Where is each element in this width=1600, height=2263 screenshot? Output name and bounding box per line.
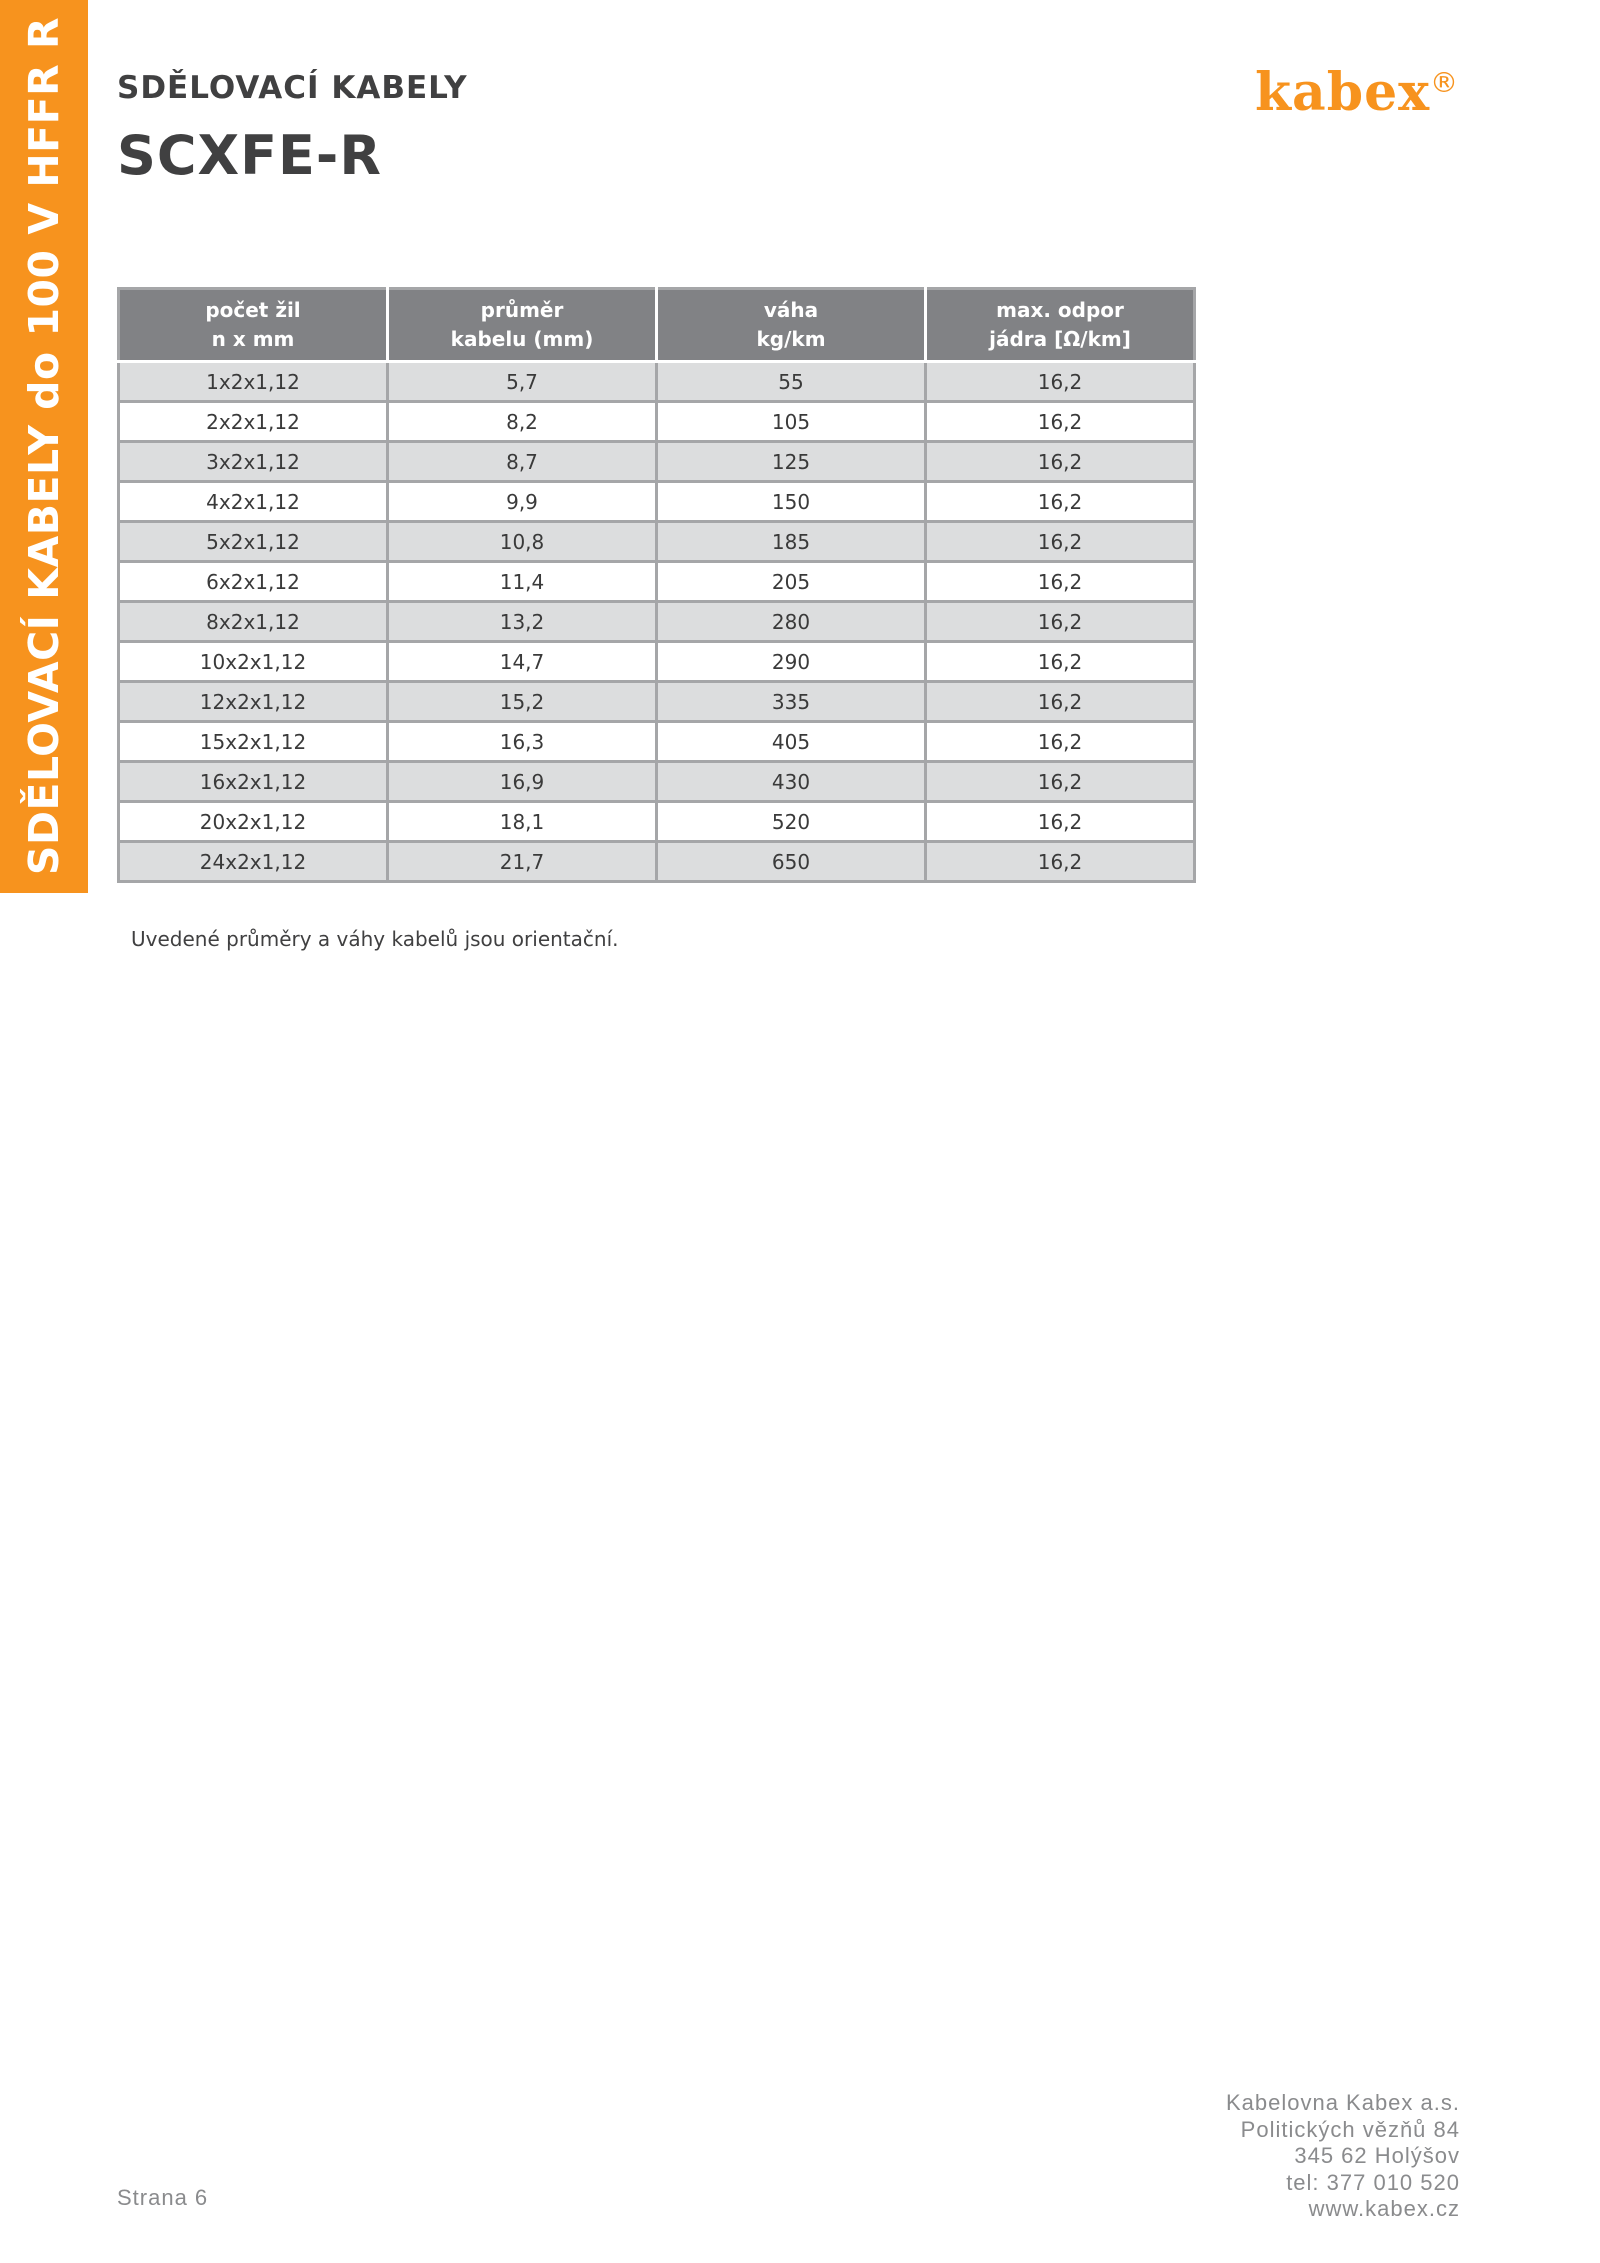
category-title: SDĚLOVACÍ KABELY	[117, 70, 468, 106]
header-diameter: průměr kabelu (mm)	[388, 289, 657, 362]
cell-weight: 125	[657, 442, 926, 482]
cell-resistance: 16,2	[926, 762, 1195, 802]
cell-resistance: 16,2	[926, 402, 1195, 442]
address-company: Kabelovna Kabex a.s.	[1225, 2090, 1460, 2115]
cell-weight: 405	[657, 722, 926, 762]
address-phone: tel: 377 010 520	[1286, 2169, 1460, 2195]
table-row	[119, 802, 1195, 842]
cell-resistance: 16,2	[926, 482, 1195, 522]
table-row	[119, 362, 1195, 402]
cell-weight: 280	[657, 602, 926, 642]
header-resistance: max. odpor jádra [Ω/km]	[926, 289, 1195, 362]
address-website[interactable]: www.kabex.cz	[1308, 2196, 1460, 2221]
sidebar-tab	[0, 0, 88, 893]
cell-cores: 12x2x1,12	[119, 682, 388, 722]
cell-cores: 4x2x1,12	[119, 482, 388, 522]
cell-cores: 20x2x1,12	[119, 802, 388, 842]
table-row	[119, 642, 1195, 682]
table-row	[119, 522, 1195, 562]
cell-diameter: 8,7	[388, 442, 657, 482]
table-row	[119, 842, 1195, 882]
cell-weight: 650	[657, 842, 926, 882]
cell-resistance: 16,2	[926, 562, 1195, 602]
header-cores: počet žil n x mm	[119, 289, 388, 362]
cell-cores: 10x2x1,12	[119, 642, 388, 682]
cell-cores: 3x2x1,12	[119, 442, 388, 482]
cell-resistance: 16,2	[926, 602, 1195, 642]
header-weight: váha kg/km	[657, 289, 926, 362]
table-header-row	[119, 289, 1195, 362]
cell-cores: 6x2x1,12	[119, 562, 388, 602]
sidebar-label: SDĚLOVACÍ KABELY do 100 V HFFR R	[20, 16, 68, 876]
cell-resistance: 16,2	[926, 722, 1195, 762]
cell-cores: 24x2x1,12	[119, 842, 388, 882]
cell-cores: 5x2x1,12	[119, 522, 388, 562]
address-street: Politických vězňů 84	[1240, 2116, 1460, 2142]
cell-resistance: 16,2	[926, 642, 1195, 682]
cell-cores: 15x2x1,12	[119, 722, 388, 762]
cell-diameter: 18,1	[388, 802, 657, 842]
cell-diameter: 5,7	[388, 362, 657, 402]
company-address	[1226, 2090, 1460, 2223]
cell-diameter: 11,4	[388, 562, 657, 602]
cell-cores: 1x2x1,12	[119, 362, 388, 402]
cell-resistance: 16,2	[926, 442, 1195, 482]
table-row	[119, 682, 1195, 722]
cell-weight: 205	[657, 562, 926, 602]
product-title: SCXFE-R	[117, 124, 382, 187]
cell-diameter: 16,3	[388, 722, 657, 762]
cell-resistance: 16,2	[926, 842, 1195, 882]
cell-weight: 185	[657, 522, 926, 562]
cell-diameter: 15,2	[388, 682, 657, 722]
address-city: 345 62 Holýšov	[1294, 2143, 1460, 2168]
cell-resistance: 16,2	[926, 362, 1195, 402]
table-row	[119, 442, 1195, 482]
cell-weight: 290	[657, 642, 926, 682]
kabex-logo: kabex	[1255, 62, 1431, 123]
cell-cores: 8x2x1,12	[119, 602, 388, 642]
cell-diameter: 10,8	[388, 522, 657, 562]
page-number: Strana 6	[117, 2185, 209, 2210]
cell-diameter: 13,2	[388, 602, 657, 642]
cell-resistance: 16,2	[926, 802, 1195, 842]
table-row	[119, 722, 1195, 762]
table-row	[119, 602, 1195, 642]
cell-diameter: 21,7	[388, 842, 657, 882]
cell-resistance: 16,2	[926, 682, 1195, 722]
table-row	[119, 482, 1195, 522]
cell-resistance: 16,2	[926, 522, 1195, 562]
cell-weight: 335	[657, 682, 926, 722]
cell-cores: 2x2x1,12	[119, 402, 388, 442]
cell-weight: 55	[657, 362, 926, 402]
cell-diameter: 14,7	[388, 642, 657, 682]
disclaimer-note: Uvedené průměry a váhy kabelů jsou orientační.	[131, 927, 619, 951]
cell-weight: 520	[657, 802, 926, 842]
cell-weight: 105	[657, 402, 926, 442]
cell-diameter: 8,2	[388, 402, 657, 442]
cell-diameter: 9,9	[388, 482, 657, 522]
cell-diameter: 16,9	[388, 762, 657, 802]
table-row	[119, 562, 1195, 602]
registered-mark: ®	[1430, 66, 1458, 99]
cell-cores: 16x2x1,12	[119, 762, 388, 802]
table-row	[119, 402, 1195, 442]
table-row	[119, 762, 1195, 802]
spec-table	[117, 287, 1196, 883]
cell-weight: 150	[657, 482, 926, 522]
cell-weight: 430	[657, 762, 926, 802]
